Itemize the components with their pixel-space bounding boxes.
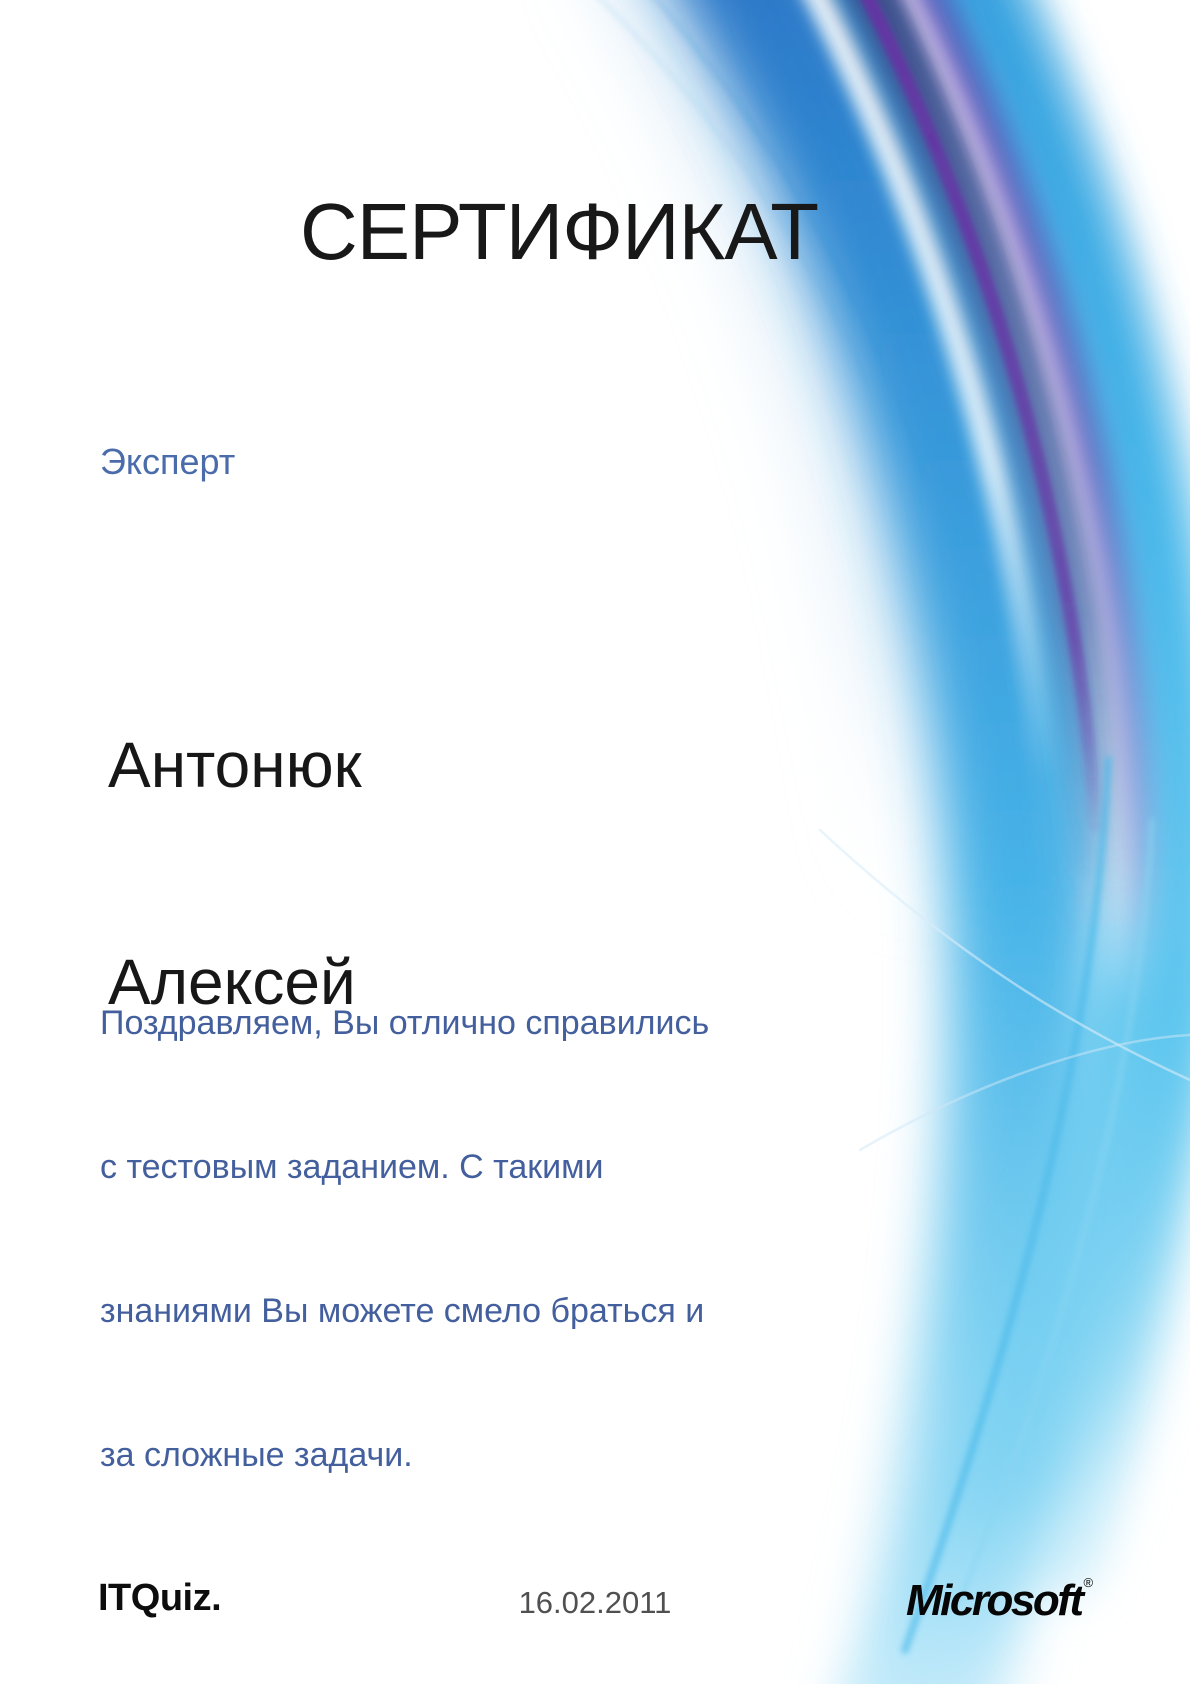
role-label: Эксперт [100,441,236,482]
microsoft-wordmark: Microsoft [906,1576,1082,1625]
congratulation-message [100,903,709,1575]
message-line: знаниями Вы можете смело браться и [100,1292,705,1330]
certificate-title: СЕРТИФИКАТ [300,187,819,276]
microsoft-logo [906,1576,1093,1625]
message-line: за сложные задачи. [100,1436,413,1474]
registered-trademark-icon: ® [1083,1575,1094,1590]
message-line: Поздравляем, Вы отлично справились [100,1004,710,1042]
itquiz-logo: ITQuiz. [98,1577,222,1619]
recipient-last-name: Антонюк [108,728,362,801]
recipient-first-name: Алексей [108,945,356,1018]
message-line: с тестовым заданием. С такими [100,1148,604,1186]
issue-date: 16.02.2011 [518,1585,672,1620]
